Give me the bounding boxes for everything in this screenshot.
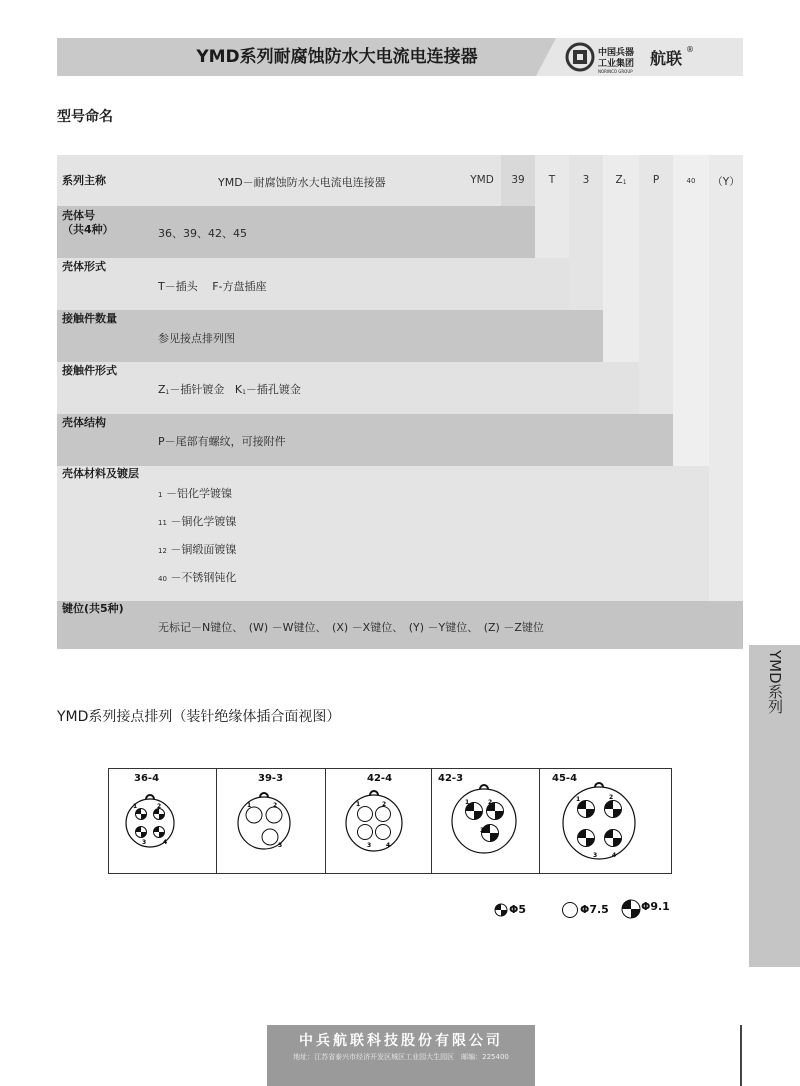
- shell-structure-values: P－尾部有螺纹，可接附件: [158, 435, 286, 448]
- svg-text:3: 3: [278, 842, 283, 849]
- code-count: 3: [582, 174, 590, 186]
- svg-text:4: 4: [163, 839, 168, 846]
- code-key: （Y）: [712, 176, 740, 188]
- svg-text:1: 1: [576, 796, 581, 803]
- layout-36-4: [126, 795, 174, 847]
- svg-text:3: 3: [367, 842, 372, 849]
- band-contact-type: [57, 362, 639, 414]
- footer-company: 中兵航联科技股份有限公司: [299, 1033, 503, 1049]
- band-material: [57, 466, 709, 601]
- svg-text:工业集团: 工业集团: [598, 59, 635, 69]
- svg-text:航联: 航联: [650, 49, 683, 68]
- svg-text:2: 2: [609, 794, 614, 801]
- key-position-label: 键位(共5种): [62, 602, 124, 615]
- shell-size-values: 36、39、42、45: [158, 227, 247, 240]
- layout-45-4: [563, 783, 635, 859]
- layout-name: 42-4: [367, 773, 393, 784]
- code-structure: P: [652, 174, 660, 186]
- naming-section-title: 型号命名: [57, 109, 113, 125]
- key-position-values: 无标记－N键位、 (W) －W键位、 (X) －X键位、 (Y) －Y键位、 (Z) －Z键位: [158, 621, 544, 634]
- band-shell-size: [57, 206, 535, 258]
- band-code-6: [673, 155, 709, 466]
- layout-42-3: [452, 785, 516, 853]
- svg-text:3: 3: [593, 852, 598, 859]
- material-item: 1 －铝化学镀镍: [158, 487, 232, 500]
- header-title: YMD系列耐腐蚀防水大电流电连接器: [196, 47, 478, 67]
- footer-rule: [740, 1025, 742, 1086]
- shell-type-values: T－插头 F-方盘插座: [158, 280, 267, 293]
- material-item: 11 －铜化学镀镍: [158, 515, 237, 528]
- svg-text:2: 2: [157, 803, 162, 810]
- svg-text:2: 2: [273, 802, 278, 809]
- svg-text:1: 1: [356, 801, 361, 808]
- company-logo: [536, 38, 743, 76]
- band-shell-type: [57, 258, 569, 310]
- band-shell-structure: [57, 414, 673, 466]
- svg-text:2: 2: [488, 799, 493, 806]
- shell-structure-label: 壳体结构: [62, 416, 106, 429]
- svg-text:1: 1: [465, 799, 470, 806]
- contact-count-values: 参见接点排列图: [158, 332, 235, 345]
- pin-section-title: YMD系列接点排列（装针绝缘体插合面视图）: [57, 709, 341, 725]
- band-contact-count: [57, 310, 603, 362]
- layout-name: 36-4: [134, 773, 160, 784]
- svg-text:NORINCO GROUP: NORINCO GROUP: [598, 69, 633, 74]
- material-label: 壳体材料及镀层: [62, 467, 139, 480]
- band-code-7: [709, 155, 743, 601]
- legend-d5: Φ5: [509, 903, 527, 916]
- code-shell: 39: [511, 174, 525, 186]
- code-contact: Z1: [615, 174, 627, 186]
- pin-diagrams: [108, 768, 672, 874]
- series-name: YMD－耐腐蚀防水大电流电连接器: [218, 176, 386, 189]
- material-item: 40 －不锈钢钝化: [158, 571, 237, 584]
- svg-text:2: 2: [382, 801, 387, 808]
- shell-size-label: 壳体号 （共4种）: [62, 209, 114, 236]
- legend-d75: Φ7.5: [580, 903, 609, 916]
- band-code-2: [535, 155, 569, 258]
- layout-name: 39-3: [258, 773, 284, 784]
- series-label: 系列主称: [62, 174, 106, 187]
- side-tab-label: YMD系列: [766, 650, 784, 714]
- svg-text:1: 1: [133, 803, 138, 810]
- svg-text:中国兵器: 中国兵器: [598, 48, 635, 58]
- material-item: 12 －铜缎面镀镍: [158, 543, 237, 556]
- code-ymd: YMD: [470, 174, 494, 186]
- svg-text:3: 3: [142, 839, 147, 846]
- legend-d91: Φ9.1: [641, 900, 670, 913]
- layout-name: 45-4: [552, 773, 578, 784]
- contact-count-label: 接触件数量: [62, 312, 117, 325]
- layout-name: 42-3: [438, 773, 464, 784]
- svg-text:4: 4: [612, 852, 617, 859]
- shell-type-label: 壳体形式: [62, 260, 106, 273]
- svg-text:3: 3: [480, 827, 485, 834]
- band-code-5: [639, 155, 673, 414]
- contact-type-values: Z1－插针镀金 K1－插孔镀金: [158, 383, 301, 396]
- code-material: 40: [686, 177, 696, 185]
- code-type: T: [548, 174, 556, 186]
- footer-address: 地址：江苏省泰兴市经济开发区城区工业园大生园区 邮编：225400: [293, 1053, 509, 1061]
- band-code-4: [603, 155, 639, 362]
- svg-text:1: 1: [247, 802, 252, 809]
- contact-type-label: 接触件形式: [62, 364, 117, 377]
- layout-39-3: [238, 793, 290, 849]
- svg-text:®: ®: [686, 45, 694, 54]
- layout-42-4: [346, 791, 402, 851]
- svg-text:4: 4: [386, 842, 391, 849]
